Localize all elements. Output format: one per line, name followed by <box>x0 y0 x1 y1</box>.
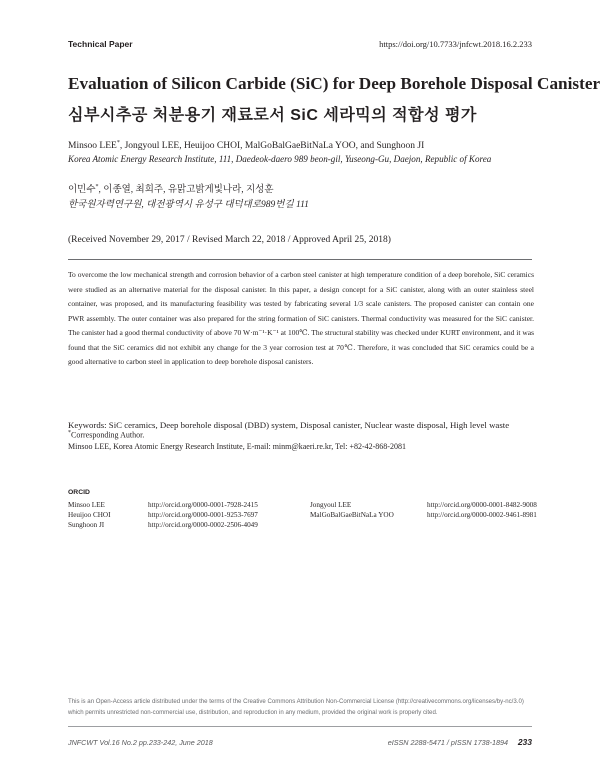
other-authors-korean: , 이종열, 최희주, 유맑고밝게빛나라, 지성훈 <box>98 185 274 195</box>
journal-reference: JNFCWT Vol.16 No.2 pp.233-242, June 2018 <box>68 738 213 747</box>
orcid-url[interactable]: http://orcid.org/0000-0002-2506-4049 <box>148 521 258 529</box>
orcid-url[interactable]: http://orcid.org/0000-0001-8482-9008 <box>427 501 537 509</box>
issn: eISSN 2288-5471 / pISSN 1738-1894 <box>387 738 508 747</box>
first-author-korean: 이민수 <box>68 185 96 195</box>
doi-link[interactable]: https://doi.org/10.7733/jnfcwt.2018.16.2.233 <box>379 39 532 49</box>
license-notice: This is an Open-Access article distributed under the terms of the Creative Commons Attribution Non-Commercial License (http://creativecommons.org/licenses/by-nc/3.0) which permits unrestricted non-commercial use, distribution, and reproduction in any medium, provided the original work is properly cited. <box>68 698 524 716</box>
orcid-name: Jongyoul LEE <box>310 501 352 509</box>
orcid-name: Heuijoo CHOI <box>68 511 111 519</box>
affiliation-korean: 한국원자력연구원, 대전광역시 유성구 대덕대로989번길 111 <box>68 200 309 210</box>
corresponding-author-title <box>68 430 144 440</box>
submission-dates: (Received November 29, 2017 / Revised March 22, 2018 / Approved April 25, 2018) <box>68 235 391 245</box>
keywords: Keywords: SiC ceramics, Deep borehole disposal (DBD) system, Disposal canister, Nuclear waste disposal, High level waste <box>68 420 510 430</box>
page-number: 233 <box>517 737 532 747</box>
orcid-name: MalGoBalGaeBitNaLa YOO <box>310 511 394 519</box>
orcid-url[interactable]: http://orcid.org/0000-0002-9461-8981 <box>427 511 537 519</box>
affiliation-english: Korea Atomic Energy Research Institute, 111, Daedeok-daero 989 beon-gil, Yuseong-Gu, Daejon, Republic of Korea <box>68 154 492 164</box>
orcid-url[interactable]: http://orcid.org/0000-0001-9253-7697 <box>148 511 258 519</box>
corresponding-mark-korean: * <box>95 183 99 190</box>
abstract-top-rule <box>68 259 532 260</box>
orcid-name: Minsoo LEE <box>68 501 105 509</box>
other-authors-english: , Jongyoul LEE, Heuijoo CHOI, MalGoBalGaeBitNaLa YOO, and Sunghoon JI <box>119 141 425 152</box>
first-author-english: Minsoo LEE <box>68 141 117 152</box>
section-label: Technical Paper <box>68 39 133 49</box>
footer-rule <box>68 726 532 727</box>
corresponding-footnote-mark: * <box>68 430 71 436</box>
orcid-heading: ORCID <box>68 489 90 496</box>
title-korean: 심부시추공 처분용기 재료로서 SiC 세라믹의 적합성 평가 <box>68 107 477 124</box>
corresponding-author-detail: Minsoo LEE, Korea Atomic Energy Research Institute, E-mail: minm@kaeri.re.kr, Tel: +82-42-868-2081 <box>68 442 406 451</box>
title-english: Evaluation of Silicon Carbide (SiC) for Deep Borehole Disposal Canister <box>68 74 600 93</box>
orcid-url[interactable]: http://orcid.org/0000-0001-7928-2415 <box>148 501 258 509</box>
corresponding-mark: * <box>116 140 120 146</box>
authors-korean <box>68 181 274 195</box>
orcid-name: Sunghoon JI <box>68 521 105 529</box>
corresponding-label: Corresponding Author. <box>71 430 145 440</box>
abstract-text: To overcome the low mechanical strength and corrosion behavior of a carbon steel canister at high temperature condition of a deep borehole, SiC ceramics were studied as an alternative material for the disposal canister. In this paper, a design concept for a SiC canister, along with an outer stainless steel container, was proposed, and its manufacturing feasibility was tested by fabricating several 1/3 scale canisters. The proposed canister can contain one PWR assembly. The outer container was also prepared for the string formation of SiC canisters. Thermal conductivity was measured for the SiC canister. The canister had a good thermal conductivity of above 70 W·m⁻¹·K⁻¹ at 100℃. The structural stability was checked under KURT environment, and it was found that the SiC ceramics did not exhibit any change for the 3 year corrosion test at 70℃. Therefore, it was concluded that SiC ceramics could be a good alternative to carbon steel in application to deep borehole disposal canisters. <box>68 270 534 366</box>
authors-english <box>68 140 424 151</box>
